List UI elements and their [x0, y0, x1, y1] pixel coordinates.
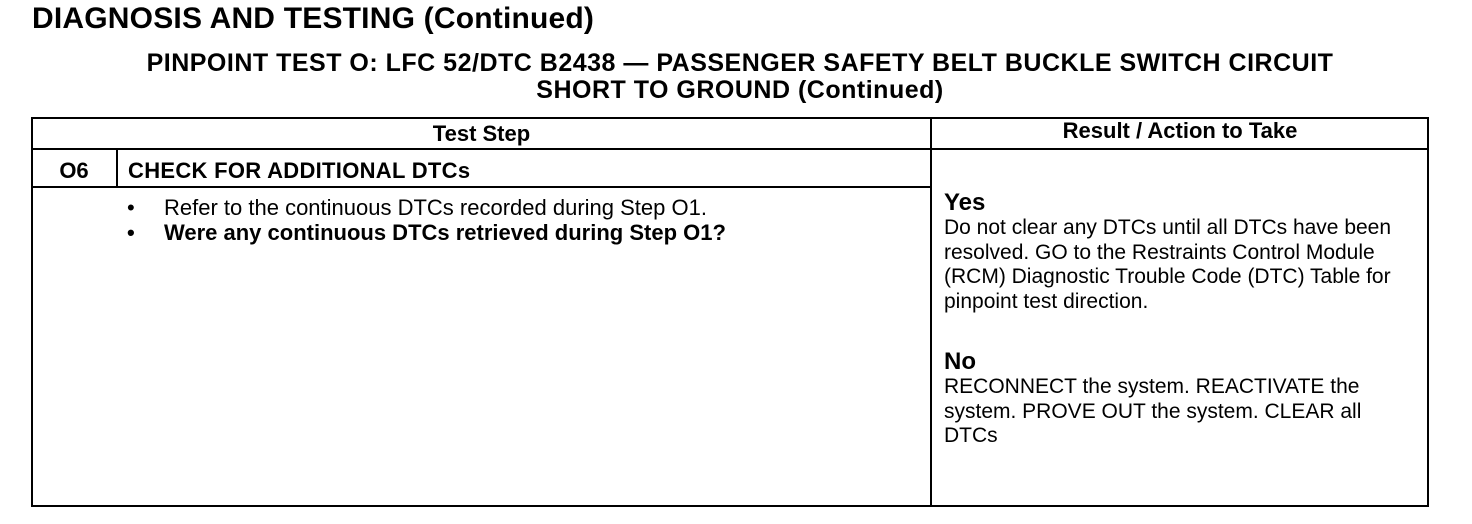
pinpoint-test-title: [60, 50, 1420, 104]
result-no-text: RECONNECT the system. REACTIVATE the system. PROVE OUT the system. CLEAR all DTCs: [944, 375, 1362, 447]
instruction-item-question: [120, 220, 726, 245]
test-title-line-1: PINPOINT TEST O: LFC 52/DTC B2438 — PASSENGER SAFETY BELT BUCKLE SWITCH CIRCUIT: [146, 49, 1334, 77]
result-no: [944, 349, 1428, 449]
test-title-line-2: SHORT TO GROUND (Continued): [536, 76, 944, 104]
step-title: CHECK FOR ADDITIONAL DTCs: [128, 158, 471, 183]
col-header-test-step: Test Step: [432, 121, 531, 146]
column-divider: [930, 117, 932, 507]
col-header-result: Result / Action to Take: [1062, 118, 1298, 143]
bullet-icon: •: [127, 195, 135, 220]
step-title-divider: [31, 186, 931, 188]
section-title: DIAGNOSIS AND TESTING (Continued): [32, 2, 595, 35]
result-no-label: No: [944, 348, 976, 375]
step-id: O6: [59, 158, 89, 183]
result-yes-label: Yes: [944, 189, 986, 216]
header-divider: [31, 148, 1429, 150]
instruction-question-text: Were any continuous DTCs retrieved during Step O1?: [164, 220, 726, 245]
result-yes-text: Do not clear any DTCs until all DTCs have been resolved. GO to the Restraints Control Module (RCM) Diagnostic Trouble Code (DTC) Table for pinpoint test direction.: [944, 216, 1392, 313]
step-id-divider: [116, 148, 118, 187]
step-instructions: [120, 195, 726, 245]
instruction-item: [120, 195, 726, 220]
bullet-icon: •: [127, 220, 135, 245]
instruction-text: Refer to the continuous DTCs recorded during Step O1.: [164, 195, 707, 220]
result-yes: [944, 190, 1428, 314]
